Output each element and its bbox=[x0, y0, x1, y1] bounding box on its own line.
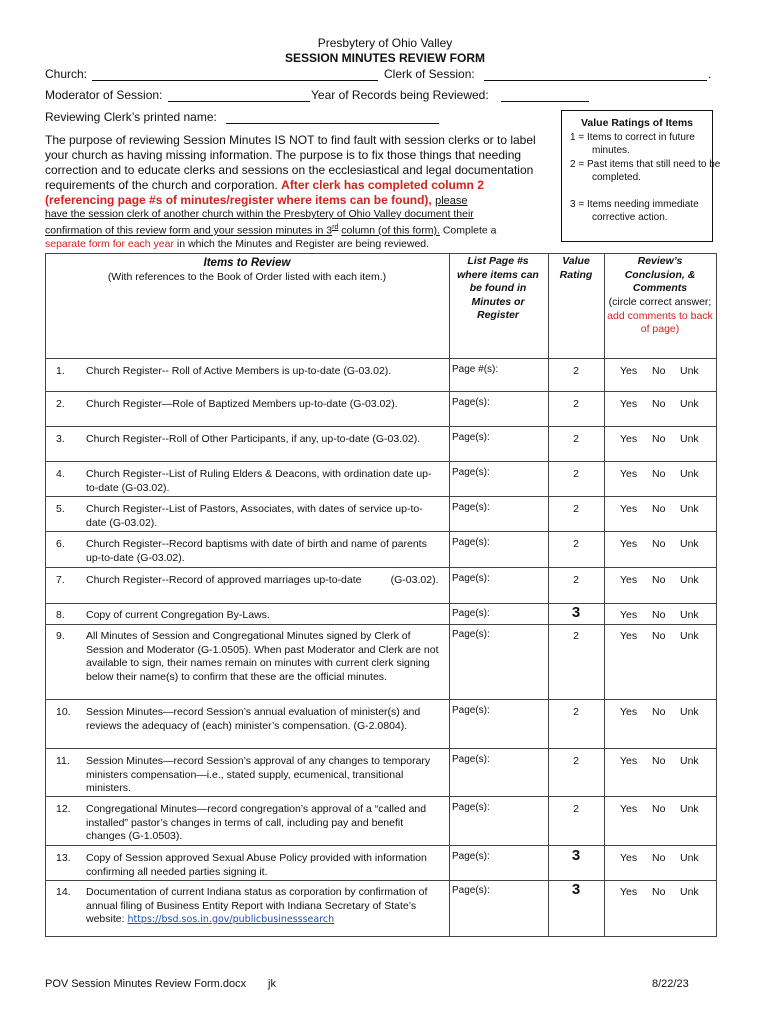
unk-option[interactable]: Unk bbox=[680, 365, 699, 377]
header-review-red: add comments to back of page) bbox=[607, 309, 713, 335]
purpose-instructions bbox=[45, 208, 555, 251]
sos-link[interactable]: https://bsd.sos.in.gov/publicbusinesssearch bbox=[127, 914, 335, 925]
row-divider bbox=[45, 748, 717, 749]
footer-initials: jk bbox=[268, 978, 276, 990]
header-page: List Page #s where items can be found in Minutes or Register bbox=[457, 255, 539, 321]
unk-option[interactable]: Unk bbox=[680, 803, 699, 815]
value-ratings-title: Value Ratings of Items bbox=[580, 117, 694, 129]
row-page-field[interactable]: Page(s): bbox=[452, 754, 490, 765]
row-value: 3 bbox=[571, 881, 581, 898]
row-text: Copy of Session approved Sexual Abuse Policy provided with information confirming all needed parties signing it. bbox=[86, 852, 427, 878]
unk-option[interactable]: Unk bbox=[680, 468, 699, 480]
unk-option[interactable]: Unk bbox=[680, 630, 699, 642]
purpose-sup: rd bbox=[332, 224, 339, 231]
row-text: Church Register--List of Ruling Elders & Deacons, with ordination date up-to-date (G-03.02). bbox=[86, 468, 432, 494]
row-value: 2 bbox=[573, 630, 579, 642]
no-option[interactable]: No bbox=[652, 886, 666, 898]
yes-option[interactable]: Yes bbox=[620, 398, 638, 410]
no-option[interactable]: No bbox=[652, 398, 666, 410]
row-value: 2 bbox=[573, 803, 579, 815]
yes-option[interactable]: Yes bbox=[620, 365, 638, 377]
header-review: Review’s Conclusion, & Comments bbox=[624, 255, 696, 294]
moderator-label: Moderator of Session: bbox=[45, 88, 163, 102]
yes-option[interactable]: Yes bbox=[620, 886, 638, 898]
yes-option[interactable]: Yes bbox=[620, 755, 638, 767]
row-divider bbox=[45, 624, 717, 625]
col-divider-review bbox=[604, 253, 605, 936]
no-option[interactable]: No bbox=[652, 574, 666, 586]
row-number: 12. bbox=[56, 803, 71, 815]
no-option[interactable]: No bbox=[652, 538, 666, 550]
row-divider bbox=[45, 426, 717, 427]
row-number: 3. bbox=[56, 433, 65, 445]
table-top-border bbox=[45, 253, 717, 254]
form-title: SESSION MINUTES REVIEW FORM bbox=[284, 51, 485, 65]
row-divider bbox=[45, 496, 717, 497]
header-review-sub-text: (circle correct answer; bbox=[608, 296, 712, 308]
no-option[interactable]: No bbox=[652, 433, 666, 445]
purpose-underline-2b: column (of this form). bbox=[341, 224, 440, 237]
row-value: 2 bbox=[573, 365, 579, 377]
row-number: 1. bbox=[56, 365, 65, 377]
row-divider bbox=[45, 699, 717, 700]
header-value: Value Rating bbox=[559, 255, 593, 281]
row-number: 13. bbox=[56, 852, 71, 864]
row-divider bbox=[45, 531, 717, 532]
purpose-paragraph bbox=[45, 133, 553, 209]
table-right-border bbox=[716, 253, 717, 936]
row-divider bbox=[45, 845, 717, 846]
row-value: 3 bbox=[571, 604, 581, 621]
church-label: Church: bbox=[45, 67, 88, 81]
row-value: 2 bbox=[573, 398, 579, 410]
row-divider bbox=[45, 603, 717, 604]
row-divider bbox=[45, 880, 717, 881]
moderator-field[interactable] bbox=[168, 101, 310, 102]
row-text: Church Register--Record baptisms with date of birth and name of parents up-to-date (G-03.02). bbox=[86, 538, 427, 564]
no-option[interactable]: No bbox=[652, 706, 666, 718]
no-option[interactable]: No bbox=[652, 503, 666, 515]
row-page-field[interactable]: Page(s): bbox=[452, 502, 490, 513]
row-page-field[interactable]: Page(s): bbox=[452, 397, 490, 408]
org-name: Presbytery of Ohio Valley bbox=[317, 36, 453, 50]
yes-option[interactable]: Yes bbox=[620, 468, 638, 480]
row-divider bbox=[45, 461, 717, 462]
col-divider-page bbox=[449, 253, 450, 936]
row-divider bbox=[45, 391, 717, 392]
yes-option[interactable]: Yes bbox=[620, 609, 638, 621]
row-divider bbox=[45, 567, 717, 568]
purpose-underline-1: have the session clerk of another church within the Presbytery of Ohio Valley document their bbox=[45, 208, 474, 220]
clerk-field[interactable] bbox=[484, 80, 707, 81]
purpose-separate-form: separate form for each year bbox=[45, 237, 174, 250]
row-value: 3 bbox=[571, 847, 581, 864]
purpose-underline-2a: confirmation of this review form and your session minutes in 3 bbox=[45, 224, 333, 237]
row-text: Documentation of current Indiana status as corporation by confirmation of annual filing of Business Entity Report with Indiana Secretary of State’s website: bbox=[86, 886, 428, 925]
row-page-field[interactable]: Page #(s): bbox=[452, 364, 499, 375]
no-option[interactable]: No bbox=[652, 755, 666, 767]
value-rating-2: 2 = Past items that still need to be completed. bbox=[570, 159, 721, 184]
row-text: Church Register—Role of Baptized Members up-to-date (G-03.02). bbox=[86, 398, 398, 410]
row-page-field[interactable]: Page(s): bbox=[452, 608, 490, 619]
no-option[interactable]: No bbox=[652, 468, 666, 480]
row-value: 2 bbox=[573, 503, 579, 515]
row-divider bbox=[45, 358, 717, 359]
row-number: 9. bbox=[56, 630, 65, 642]
row-page-field[interactable]: Page(s): bbox=[452, 573, 490, 584]
row-number: 6. bbox=[56, 538, 65, 550]
row-divider bbox=[45, 796, 717, 797]
row-number: 8. bbox=[56, 609, 65, 621]
row-text-block bbox=[86, 886, 442, 927]
row-page-field[interactable]: Page(s): bbox=[452, 802, 490, 813]
row-page-field[interactable]: Page(s): bbox=[452, 885, 490, 896]
row-page-field[interactable]: Page(s): bbox=[452, 851, 490, 862]
purpose-tail: in which the Minutes and Register are being reviewed. bbox=[176, 237, 430, 250]
year-field[interactable] bbox=[501, 101, 589, 102]
unk-option[interactable]: Unk bbox=[680, 503, 699, 515]
value-ratings-box bbox=[561, 110, 721, 242]
unk-option[interactable]: Unk bbox=[680, 852, 699, 864]
unk-option[interactable]: Unk bbox=[680, 706, 699, 718]
row-page-field[interactable]: Page(s): bbox=[452, 705, 490, 716]
row-number: 11. bbox=[56, 755, 70, 767]
row-text: Church Register--Record of approved marriages up-to-date (G-03.02). bbox=[86, 574, 439, 586]
clerk-period: . bbox=[708, 67, 712, 81]
row-text: Church Register--List of Pastors, Associates, with dates of service up-to-date (G-03.02). bbox=[86, 503, 423, 529]
row-value: 2 bbox=[573, 755, 579, 767]
yes-option[interactable]: Yes bbox=[620, 852, 638, 864]
clerk-label: Clerk of Session: bbox=[384, 67, 475, 81]
year-label: Year of Records being Reviewed: bbox=[311, 88, 489, 102]
unk-option[interactable]: Unk bbox=[680, 886, 699, 898]
no-option[interactable]: No bbox=[652, 852, 666, 864]
row-text: All Minutes of Session and Congregational Minutes signed by Clerk of Session and Moderator (G-1.0505). When past Moderator and Clerk are not available to sign, their names remain on minutes with current clerk signing below their name(s) to confirm that these are the official minutes. bbox=[86, 630, 439, 683]
row-number: 14. bbox=[56, 886, 71, 898]
no-option[interactable]: No bbox=[652, 630, 666, 642]
row-number: 7. bbox=[56, 574, 65, 586]
unk-option[interactable]: Unk bbox=[680, 433, 699, 445]
purpose-complete: Complete a bbox=[442, 224, 497, 237]
footer-filename: POV Session Minutes Review Form.docx bbox=[45, 978, 247, 990]
header-items: Items to Review bbox=[203, 257, 291, 269]
purpose-please: please bbox=[435, 195, 468, 207]
row-value: 2 bbox=[573, 706, 579, 718]
footer-date: 8/22/23 bbox=[652, 978, 689, 990]
yes-option[interactable]: Yes bbox=[620, 433, 638, 445]
unk-option[interactable]: Unk bbox=[680, 538, 699, 550]
reviewer-field[interactable] bbox=[226, 123, 439, 124]
row-page-field[interactable]: Page(s): bbox=[452, 629, 490, 640]
unk-option[interactable]: Unk bbox=[680, 609, 699, 621]
col-divider-value bbox=[548, 253, 549, 936]
yes-option[interactable]: Yes bbox=[620, 630, 638, 642]
yes-option[interactable]: Yes bbox=[620, 706, 638, 718]
value-rating-3: 3 = Items needing immediate corrective action. bbox=[570, 199, 699, 224]
row-page-field[interactable]: Page(s): bbox=[452, 467, 490, 478]
yes-option[interactable]: Yes bbox=[620, 503, 638, 515]
row-text: Copy of current Congregation By-Laws. bbox=[86, 609, 270, 621]
row-value: 2 bbox=[573, 574, 579, 586]
header-items-sub: (With references to the Book of Order listed with each item.) bbox=[107, 271, 387, 283]
no-option[interactable]: No bbox=[652, 803, 666, 815]
row-page-field[interactable]: Page(s): bbox=[452, 432, 490, 443]
row-value: 2 bbox=[573, 433, 579, 445]
row-number: 5. bbox=[56, 503, 65, 515]
purpose-red-instruction: After clerk has completed column 2 (referencing page #s of minutes/register where items can be found), bbox=[45, 178, 484, 207]
row-value: 2 bbox=[573, 538, 579, 550]
unk-option[interactable]: Unk bbox=[680, 574, 699, 586]
yes-option[interactable]: Yes bbox=[620, 803, 638, 815]
church-field[interactable] bbox=[92, 80, 378, 81]
row-text: Church Register--Roll of Other Participants, if any, up-to-date (G-03.02). bbox=[86, 433, 421, 445]
row-text: Congregational Minutes—record congregation’s approval of a “called and installed” pastor’s changes in terms of call, including pay and benefit changes (G-1.0503). bbox=[86, 803, 427, 842]
unk-option[interactable]: Unk bbox=[680, 398, 699, 410]
reviewer-label: Reviewing Clerk’s printed name: bbox=[45, 110, 217, 124]
row-number: 4. bbox=[56, 468, 65, 480]
row-text: Session Minutes—record Session’s annual evaluation of minister(s) and reviews the adequacy of (each) minister’s compensation. (G-2.0804). bbox=[86, 706, 421, 732]
table-bottom-border bbox=[45, 936, 717, 937]
row-number: 2. bbox=[56, 398, 65, 410]
row-text: Session Minutes—record Session’s approval of any changes to temporary ministers compensation—i.e., stated supply, ecumenical, transitional ministers. bbox=[86, 755, 431, 794]
table-left-border bbox=[45, 253, 46, 936]
purpose-text: The purpose of reviewing Session Minutes IS NOT to find fault with session clerks or to label your church as having missing information. The purpose is to fix those things that needing correction and to educate clerks and sessions on the ecclesiastical and legal documentation requirements of the church and corporation. bbox=[45, 133, 536, 192]
yes-option[interactable]: Yes bbox=[620, 538, 638, 550]
row-text: Church Register-- Roll of Active Members is up-to-date (G-03.02). bbox=[86, 365, 392, 377]
no-option[interactable]: No bbox=[652, 609, 666, 621]
row-number: 10. bbox=[56, 706, 71, 718]
row-page-field[interactable]: Page(s): bbox=[452, 537, 490, 548]
header-review-sub bbox=[607, 296, 713, 337]
unk-option[interactable]: Unk bbox=[680, 755, 699, 767]
value-rating-1: 1 = Items to correct in future minutes. bbox=[570, 132, 695, 157]
row-value: 2 bbox=[573, 468, 579, 480]
yes-option[interactable]: Yes bbox=[620, 574, 638, 586]
no-option[interactable]: No bbox=[652, 365, 666, 377]
